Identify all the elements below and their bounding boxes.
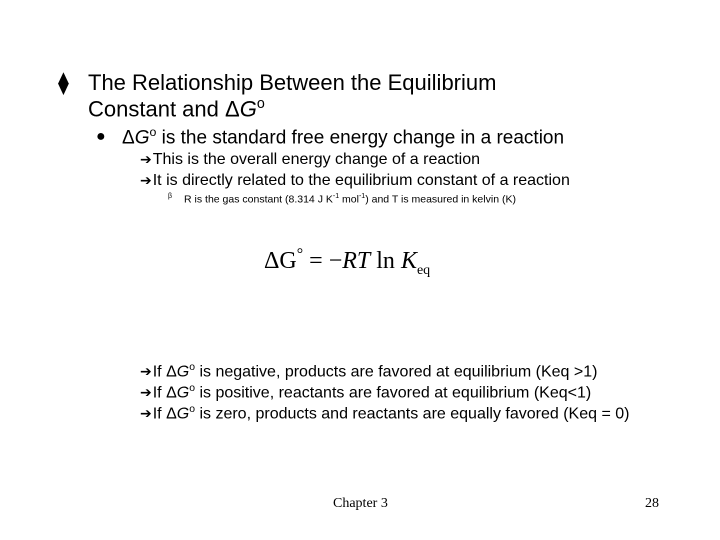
title-g: G [239,96,257,122]
arrow-item-text: This is the overall energy change of a reaction [152,151,481,168]
condition-prefix: If [152,384,167,402]
condition-item [140,404,629,423]
title-degree: o [256,96,265,112]
arrow-item-text: It is directly related to the equilibrium constant of a reaction [152,172,570,189]
arrow-icon: ➔ [140,406,152,423]
condition-degree: o [189,362,195,373]
condition-degree: o [189,383,195,394]
note-sup-1: -1 [332,193,340,200]
equation-ln: ln [370,248,401,274]
condition-rest: is positive, reactants are favored at equilibrium (Keq<1) [195,384,592,402]
equation-k: K [400,248,417,274]
condition-g: G [176,363,190,381]
equation-degree: ° [296,246,304,263]
condition-delta: Δ [166,405,177,423]
condition-g: G [176,384,190,402]
free-energy-equation [264,246,430,279]
condition-rest: is zero, products and reactants are equally favored (Keq = 0) [195,405,630,423]
condition-prefix: If [152,363,167,381]
equation-eq: = − [303,248,343,274]
footer-chapter: Chapter 3 [333,496,388,511]
footer-page-number: 28 [645,496,659,511]
note-text-3: ) and T is measured in kelvin (K) [365,193,516,206]
condition-rest: is negative, products are favored at equilibrium (Keq >1) [195,363,598,381]
note-text-1: R is the gas constant (8.314 J K [184,193,333,206]
subpoint-bullet-icon: ● [96,128,106,145]
subpoint-degree: o [149,125,157,139]
equation-sub: eq [416,262,431,278]
note-bullet-icon: β [168,193,173,200]
note-text-2: mol [339,193,359,206]
condition-degree: o [189,404,195,415]
arrow-item [140,151,480,169]
condition-delta: Δ [166,363,177,381]
title-delta: Δ [224,96,240,122]
note-sup-2: -1 [358,193,366,200]
condition-g: G [176,405,190,423]
equation-lhs: ΔG [264,248,297,274]
slide-title-line2 [88,96,265,122]
title-bullet-icon: ⧫ [58,70,69,95]
condition-prefix: If [152,405,167,423]
gas-constant-note [168,193,516,206]
arrow-icon: ➔ [140,152,152,168]
subpoint-rest: is the standard free energy change in a reaction [156,127,565,149]
subpoint-delta: Δ [122,127,135,149]
subpoint-g: G [134,127,150,149]
arrow-item [140,172,570,190]
equation-rt: RT [342,248,371,274]
title-line2-prefix: Constant and [88,96,225,122]
condition-delta: Δ [166,384,177,402]
subpoint-text [122,125,564,149]
arrow-icon: ➔ [140,364,152,381]
arrow-icon: ➔ [140,385,152,402]
condition-item [140,362,597,381]
slide-title-line1: The Relationship Between the Equilibrium [88,70,497,95]
condition-item [140,383,591,402]
arrow-icon: ➔ [140,173,152,189]
